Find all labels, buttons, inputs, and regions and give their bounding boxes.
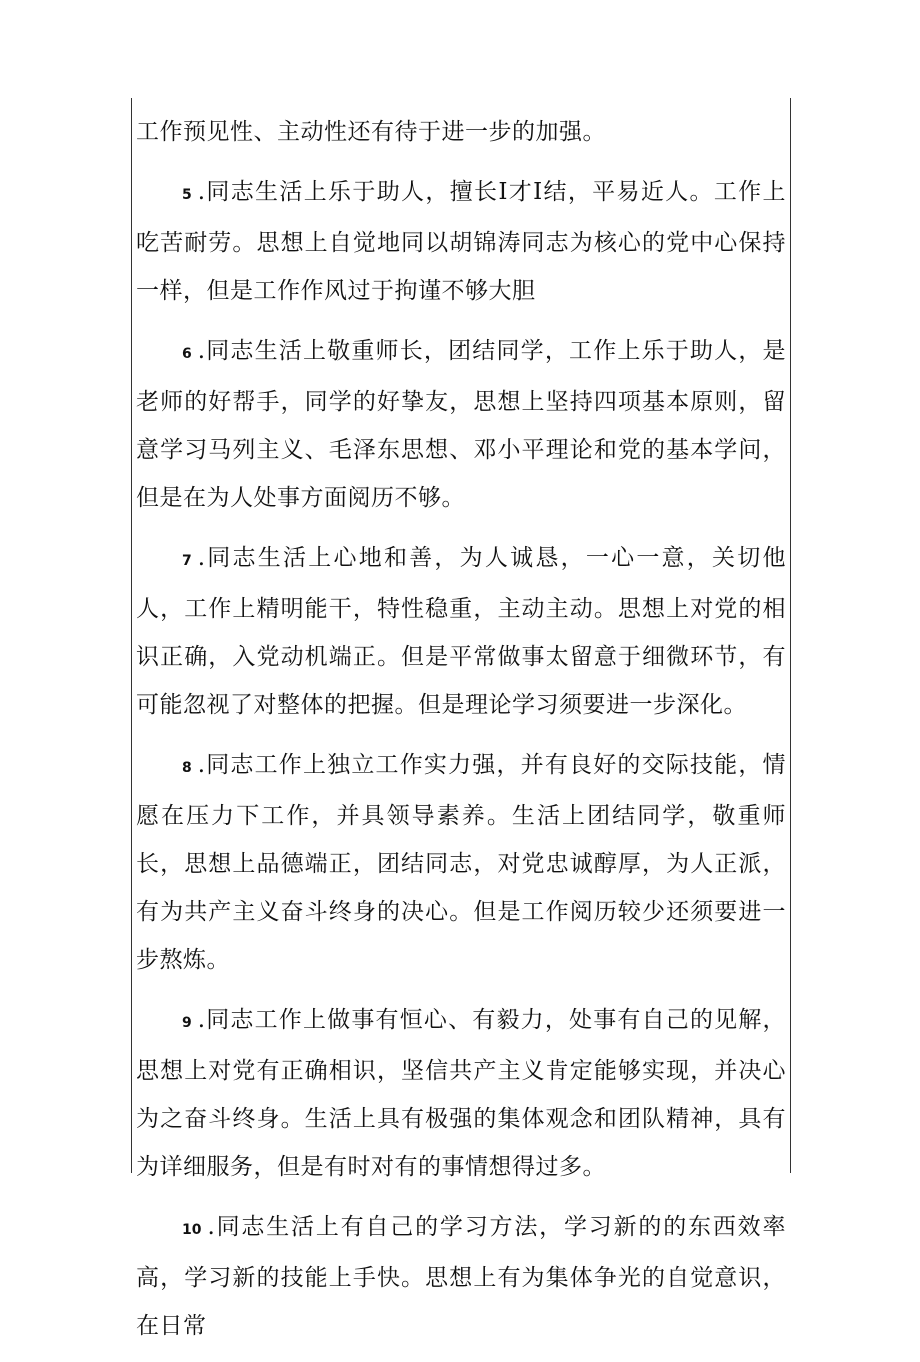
paragraph-text: .同志工作上独立工作实力强，并有良好的交际技能，情愿在压力下工作，并具领导素养。生活上团结同学，敬重师长，思想上品德端正，团结同志，对党忠诚醇厚，为人正派，有为共产主义奋斗终身的决心。但是工作阅历较少还须要进一步熬炼。 (136, 752, 786, 973)
item-number: 7 (182, 553, 192, 569)
table-left-border (131, 98, 132, 1173)
item-number: 6 (182, 346, 192, 362)
paragraph-continuation (136, 108, 786, 156)
item-number: 5 (182, 187, 192, 203)
item-number: 8 (182, 760, 192, 776)
paragraph-text: .同志生活上乐于助人，擅长I才I结，平易近人。工作上吃苦耐劳。思想上自觉地同以胡锦涛同志为核心的党中心保持一样，但是工作作风过于拘谨不够大胆 (136, 179, 786, 304)
item-number: 9 (182, 1015, 192, 1031)
document-body (136, 108, 786, 1362)
table-right-border (790, 98, 791, 1173)
paragraph-text: .同志生活上敬重师长，团结同学，工作上乐于助人，是老师的好帮手，同学的好挚友，思想上坚持四项基本原则，留意学习马列主义、毛泽东思想、邓小平理论和党的基本学问，但是在为人处事方面阅历不够。 (136, 338, 786, 511)
item-number: 10 (182, 1222, 202, 1238)
paragraph-item-8 (136, 741, 786, 984)
paragraph-item-7 (136, 534, 786, 729)
paragraph-text: 工作预见性、主动性还有待于进一步的加强。 (136, 119, 606, 145)
paragraph-item-9 (136, 996, 786, 1191)
paragraph-text: .同志生活上有自己的学习方法，学习新的的东西效率高，学习新的技能上手快。思想上有为集体争光的自觉意识，在日常 (136, 1214, 786, 1339)
paragraph-item-5 (136, 168, 786, 315)
paragraph-text: .同志生活上心地和善，为人诚恳，一心一意，关切他人，工作上精明能干，特性稳重，主动主动。思想上对党的相识正确，入党动机端正。但是平常做事太留意于细微环节，有可能忽视了对整体的把握。但是理论学习须要进一步深化。 (136, 545, 786, 718)
paragraph-item-10 (136, 1203, 786, 1350)
paragraph-text: .同志工作上做事有恒心、有毅力，处事有自己的见解，思想上对党有正确相识，坚信共产主义肯定能够实现，并决心为之奋斗终身。生活上具有极强的集体观念和团队精神，具有为详细服务，但是有时对有的事情想得过多。 (136, 1007, 786, 1180)
paragraph-item-6 (136, 327, 786, 522)
